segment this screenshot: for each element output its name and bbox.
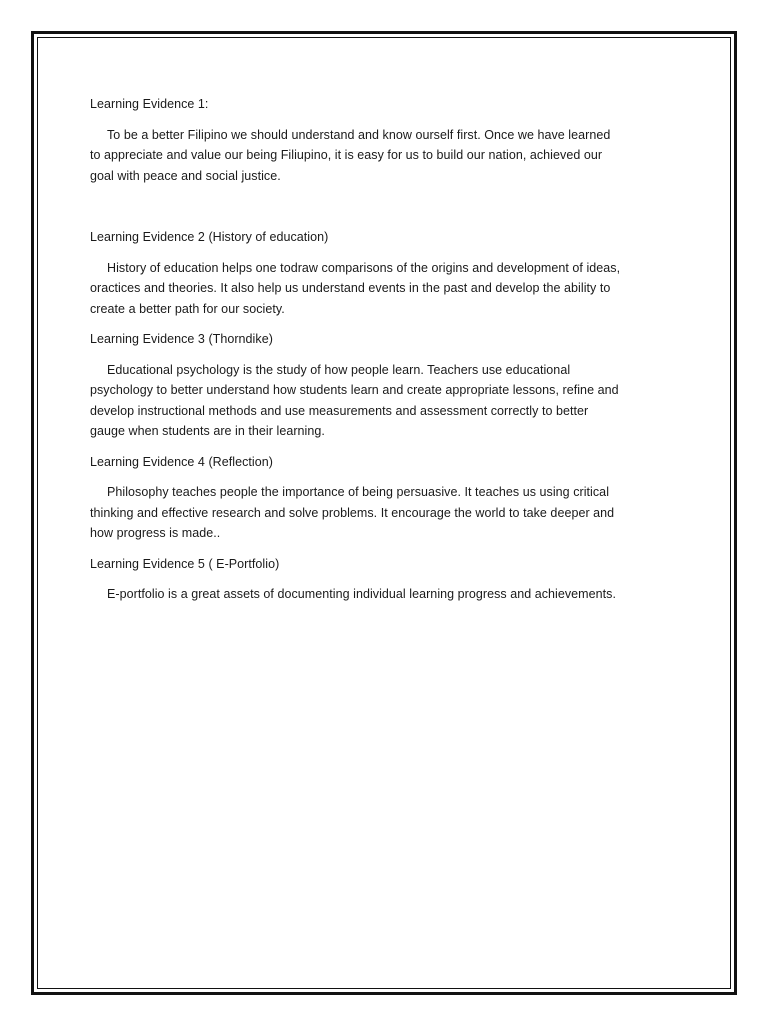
- section-paragraph: [90, 584, 682, 605]
- paragraph-line: E-portfolio is a great assets of documenting individual learning progress and achievements.: [107, 587, 616, 601]
- paragraph-line: psychology to better understand how students learn and create appropriate lessons, refine and: [90, 383, 619, 397]
- paragraph-line: goal with peace and social justice.: [90, 168, 281, 183]
- paragraph-line: History of education helps one todraw comparisons of the origins and development of ideas,: [107, 260, 621, 275]
- paragraph-line: thinking and effective research and solve problems. It encourage the world to take deeper and: [90, 505, 615, 520]
- paragraph-line: to appreciate and value our being Filiupino, it is easy for us to build our nation, achieved our: [90, 148, 603, 162]
- paragraph-line: To be a better Filipino we should understand and know ourself first. Once we have learned: [107, 127, 611, 142]
- learning-evidence-4: [90, 452, 682, 544]
- learning-evidence-2: [90, 227, 682, 319]
- paragraph-line: Educational psychology is the study of how people learn. Teachers use educational: [107, 362, 571, 377]
- paragraph-line: gauge when students are in their learning.: [90, 424, 325, 438]
- section-heading: Learning Evidence 3 (Thorndike): [90, 332, 273, 346]
- section-heading: Learning Evidence 5 ( E-Portfolio): [90, 556, 280, 571]
- section-paragraph: [90, 360, 682, 442]
- section-paragraph: [90, 125, 682, 187]
- paragraph-line: create a better path for our society.: [90, 301, 285, 316]
- paragraph-line: oractices and theories. It also help us understand events in the past and develop the ability to: [90, 281, 611, 295]
- document-body: [90, 94, 682, 615]
- section-paragraph: [90, 482, 682, 544]
- section-paragraph: [90, 258, 682, 320]
- paragraph-line: develop instructional methods and use measurements and assessment correctly to better: [90, 403, 589, 418]
- section-heading: Learning Evidence 4 (Reflection): [90, 454, 273, 469]
- learning-evidence-3: [90, 329, 682, 442]
- learning-evidence-5: [90, 554, 682, 605]
- section-heading: Learning Evidence 1:: [90, 97, 209, 111]
- paragraph-line: how progress is made..: [90, 526, 221, 540]
- learning-evidence-1: [90, 94, 682, 186]
- section-spacer: [90, 196, 682, 227]
- paragraph-line: Philosophy teaches people the importance of being persuasive. It teaches us using critical: [107, 485, 610, 499]
- section-heading: Learning Evidence 2 (History of education): [90, 230, 329, 244]
